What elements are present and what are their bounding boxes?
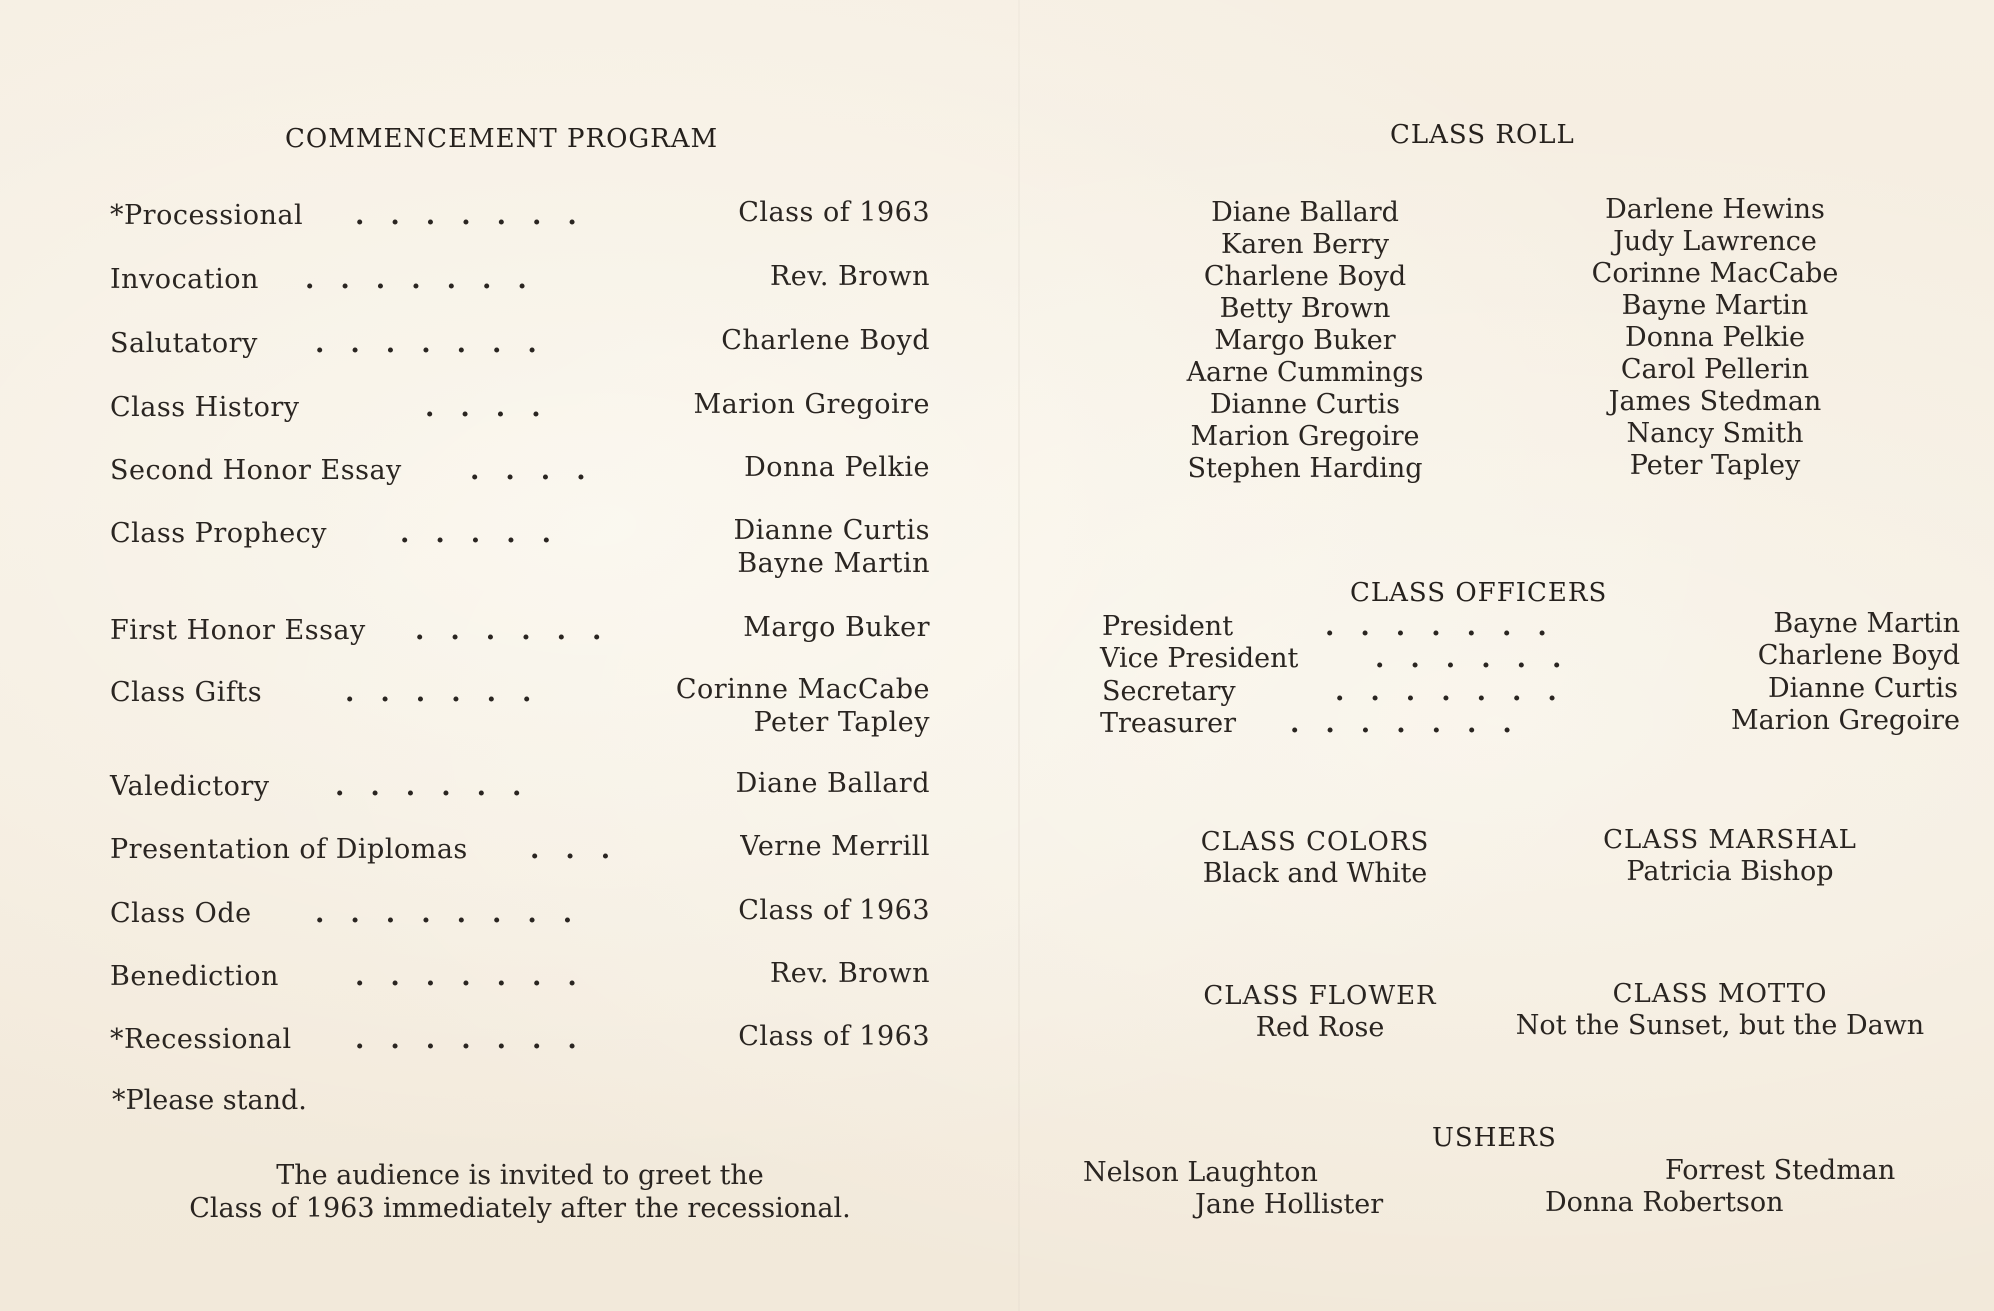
usher-name: Forrest Stedman — [1665, 1155, 1896, 1186]
class-roll-name: Aarne Cummings — [1186, 357, 1424, 388]
program-item-value: Donna Pelkie — [744, 452, 930, 483]
program-item-label: Salutatory — [110, 328, 258, 359]
program-item-value: Diane Ballard — [735, 768, 930, 799]
class-roll-name: Stephen Harding — [1187, 453, 1423, 484]
class-roll-name: Charlene Boyd — [1203, 261, 1407, 292]
officer-name: Marion Gregoire — [1730, 705, 1960, 736]
program-item-value-line: Peter Tapley — [753, 707, 930, 738]
officer-name: Bayne Martin — [1773, 608, 1960, 639]
stand-note: *Please stand. — [112, 1085, 307, 1116]
class-roll-name: Corinne MacCabe — [1591, 258, 1839, 289]
invitation-line: The audience is invited to greet the — [276, 1160, 764, 1191]
class-roll-column-2 — [1545, 194, 1885, 482]
class-roll-column-1 — [1140, 197, 1470, 485]
program-item-value: Charlene Boyd — [721, 325, 930, 356]
program-item-value: Rev. Brown — [769, 261, 930, 292]
program-item-value: Class of 1963 — [738, 197, 930, 228]
officer-title: Secretary — [1102, 676, 1236, 707]
leader-dots: ...... — [335, 771, 548, 802]
program-item-label: Benediction — [110, 961, 279, 992]
class-colors-title: CLASS COLORS — [1200, 827, 1430, 857]
program-item-value — [733, 514, 930, 580]
program-item-value: Class of 1963 — [738, 1021, 930, 1052]
leader-dots: ... — [530, 834, 637, 865]
class-roll-name: Judy Lawrence — [1613, 226, 1817, 257]
program-item-value: Rev. Brown — [769, 958, 930, 989]
class-roll-name: Dianne Curtis — [1209, 389, 1400, 420]
officer-name: Dianne Curtis — [1767, 673, 1958, 704]
leader-dots: ....... — [1325, 611, 1573, 642]
leader-dots: ....... — [315, 328, 563, 359]
program-item-value — [676, 673, 930, 739]
program-item-label: Class Prophecy — [110, 518, 328, 549]
class-roll-name: James Stedman — [1608, 386, 1822, 417]
class-roll-name: Betty Brown — [1219, 293, 1391, 324]
class-roll-name: Marion Gregoire — [1190, 421, 1420, 452]
program-item-label: Class History — [110, 392, 300, 423]
right-page — [1020, 0, 1994, 1311]
officer-row-treasurer — [1080, 705, 1960, 740]
class-marshal-value: Patricia Bishop — [1626, 856, 1834, 887]
usher-name: Nelson Laughton — [1083, 1157, 1318, 1188]
leader-dots: ....... — [355, 1024, 603, 1055]
officer-row-secretary — [1080, 673, 1958, 708]
leader-dots: ....... — [355, 961, 603, 992]
class-colors — [1105, 826, 1525, 890]
ushers-title: USHERS — [1432, 1123, 1557, 1153]
class-colors-value: Black and White — [1202, 858, 1428, 889]
program-item-label: Class Gifts — [110, 677, 263, 708]
usher-name: Donna Robertson — [1545, 1187, 1784, 1218]
leader-dots: ...... — [1375, 643, 1588, 674]
program-item-value: Margo Buker — [743, 612, 930, 643]
program-item-label: Presentation of Diplomas — [110, 834, 468, 865]
program-item-value: Class of 1963 — [738, 895, 930, 926]
class-roll-name: Peter Tapley — [1629, 450, 1801, 481]
officer-name: Charlene Boyd — [1757, 640, 1960, 671]
leader-dots: ...... — [415, 615, 628, 646]
leader-dots: ..... — [400, 518, 577, 549]
program-item-label: Valedictory — [110, 771, 270, 802]
officer-row-vice-president — [1080, 640, 1960, 675]
leader-dots: ....... — [1290, 708, 1538, 739]
class-roll-name: Donna Pelkie — [1625, 322, 1805, 353]
class-roll-name: Bayne Martin — [1621, 290, 1809, 321]
program-item-value-line: Corinne MacCabe — [675, 674, 930, 705]
program-item-value: Marion Gregoire — [693, 389, 930, 420]
class-motto-title: CLASS MOTTO — [1612, 979, 1828, 1009]
leader-dots: ........ — [315, 898, 599, 929]
officer-title: President — [1102, 611, 1234, 642]
class-flower — [1110, 980, 1530, 1044]
invitation-line: Class of 1963 immediately after the recessional. — [189, 1193, 851, 1224]
program-item-value-line: Dianne Curtis — [733, 515, 930, 546]
class-roll-name: Nancy Smith — [1626, 418, 1804, 449]
class-marshal — [1540, 824, 1920, 888]
class-officers-title: CLASS OFFICERS — [1350, 578, 1608, 608]
leader-dots: ....... — [1335, 676, 1583, 707]
leader-dots: ...... — [345, 677, 558, 708]
invitation-text — [120, 1159, 920, 1225]
leader-dots: ....... — [305, 264, 553, 295]
program-item-label: *Recessional — [110, 1024, 292, 1055]
class-roll-name: Margo Buker — [1214, 325, 1396, 356]
class-roll-name: Karen Berry — [1220, 229, 1389, 260]
program-item-value: Verne Merrill — [740, 831, 930, 862]
usher-name: Jane Hollister — [1195, 1189, 1384, 1220]
class-roll-title: CLASS ROLL — [1390, 120, 1575, 150]
program-item-label: Class Ode — [110, 898, 252, 929]
class-flower-value: Red Rose — [1255, 1012, 1385, 1043]
leader-dots: .... — [470, 455, 612, 486]
officer-title: Vice President — [1100, 643, 1299, 674]
officer-row-president — [1080, 608, 1960, 643]
program-item-label: Invocation — [110, 264, 259, 295]
class-motto-value: Not the Sunset, but the Dawn — [1515, 1010, 1925, 1041]
program-item-label: *Processional — [110, 200, 304, 231]
class-roll-name: Darlene Hewins — [1605, 194, 1825, 225]
class-motto — [1470, 978, 1970, 1042]
class-marshal-title: CLASS MARSHAL — [1603, 825, 1857, 855]
officer-title: Treasurer — [1100, 708, 1237, 739]
program-title: COMMENCEMENT PROGRAM — [285, 124, 719, 154]
program-item-label: First Honor Essay — [110, 615, 366, 646]
class-roll-name: Carol Pellerin — [1620, 354, 1810, 385]
program-item-value-line: Bayne Martin — [737, 548, 930, 579]
class-roll-name: Diane Ballard — [1211, 197, 1399, 228]
program-item-label: Second Honor Essay — [110, 455, 402, 486]
class-flower-title: CLASS FLOWER — [1203, 981, 1437, 1011]
leader-dots: ....... — [355, 200, 603, 231]
leader-dots: .... — [425, 392, 567, 423]
